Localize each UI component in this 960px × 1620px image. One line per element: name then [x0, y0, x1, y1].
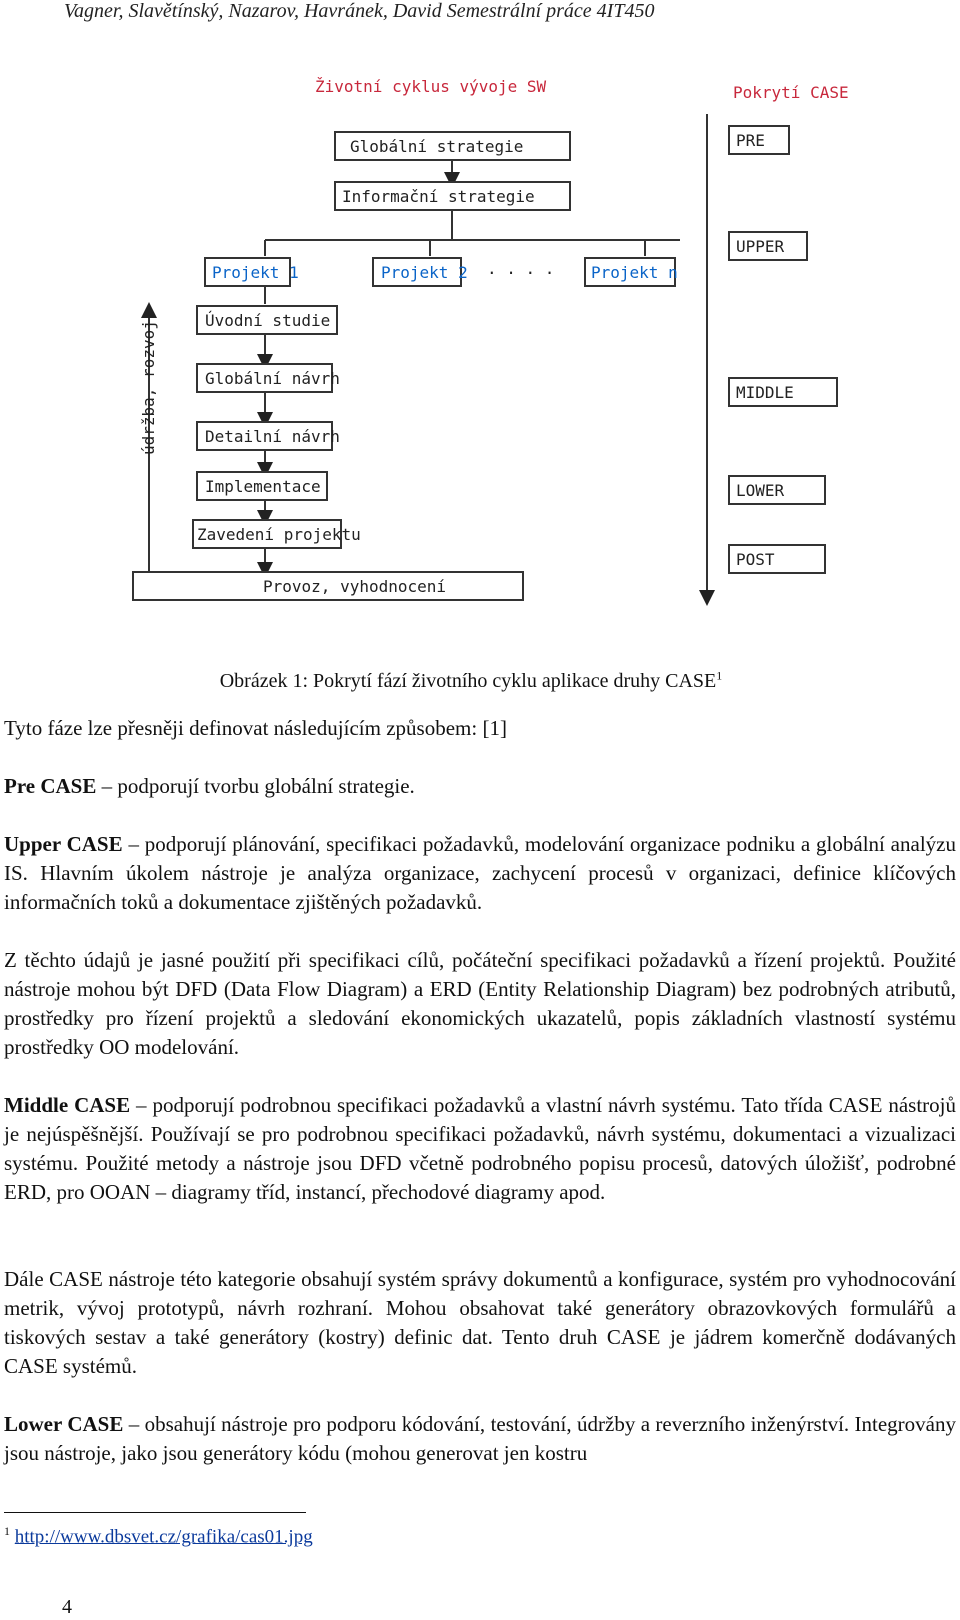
maintenance-label: údržba, rozvoj: [139, 320, 158, 455]
case-level-pre-label: PRE: [736, 131, 765, 150]
diagram-title-case-coverage: Pokrytí CASE: [733, 83, 849, 102]
projects-ellipsis: . . . .: [487, 259, 555, 278]
paragraph-pre-case: [4, 772, 956, 801]
upper-case-text: – podporují plánování, specifikaci požadavků, modelování organizace podniku a globální analýzu IS. Hlavním úkolem nástroje je analýza organizace, zachycení procesů v organizaci, definice klíčových informačních toků a dokumentace zjištěných požadavků.: [4, 832, 956, 914]
lower-case-term: Lower CASE: [4, 1412, 124, 1436]
footnote-link[interactable]: http://www.dbsvet.cz/grafika/cas01.jpg: [14, 1526, 313, 1548]
case-lifecycle-diagram: [125, 70, 865, 630]
paragraph-intro: [4, 714, 956, 743]
case-level-upper-label: UPPER: [736, 237, 785, 256]
paragraph-middle-case-2: [4, 1265, 956, 1381]
case-level-lower-label: LOWER: [736, 481, 785, 500]
footnote-separator: [4, 1512, 306, 1513]
box-phase-4-label: Implementace: [205, 477, 321, 496]
pre-case-term: Pre CASE: [4, 774, 97, 798]
middle-case-text: – podporují podrobnou specifikaci požadavků a vlastní návrh systému. Tato třída CASE nástrojů je nejúspěšnější. Používají se pro podrobnou specifikaci požadavků, návrh systému, dokumentaci a vizualizaci systému. Použité metody a nástroje jsou DFD včetně podrobného popisu procesů, datových úložišť, podrobné ERD, pro OOAN – diagramy tříd, instancí, přechodové diagramy apod.: [4, 1093, 956, 1204]
page-header: Vagner, Slavětínský, Nazarov, Havránek, David Semestrální práce 4IT450: [64, 0, 655, 22]
footnote-number: 1: [4, 1524, 10, 1538]
middle-case-text-2: Dále CASE nástroje této kategorie obsahují systém správy dokumentů a konfigurace, systém pro vyhodnocování metrik, vývoj prototypů, návrh rozhraní. Mohou obsahovat také generátory obrazovkových formulářů a tiskových sestav a také generátory (kostry) definic dat. Tento druh CASE je jádrem komerčně dodávaných CASE systémů.: [4, 1267, 956, 1378]
box-project-n-label: Projekt n: [591, 263, 678, 282]
box-project-2-label: Projekt 2: [381, 263, 468, 282]
figure-caption-text: Obrázek 1: Pokrytí fází životního cyklu aplikace druhy CASE: [219, 669, 717, 692]
case-level-middle-label: MIDDLE: [736, 383, 794, 402]
box-phase-5-label: Zavedení projektu: [197, 525, 361, 544]
box-operation-label: Provoz, vyhodnocení: [263, 577, 447, 596]
middle-case-term: Middle CASE: [4, 1093, 131, 1117]
box-phase-2-label: Globální návrh: [205, 369, 340, 388]
paragraph-lower-case: [4, 1410, 956, 1468]
box-global-strategy-label: Globální strategie: [350, 137, 524, 156]
box-phase-1-label: Úvodní studie: [205, 311, 331, 330]
paragraph-upper-case: [4, 830, 956, 917]
figure-caption-footnote-ref: 1: [716, 668, 723, 682]
lower-case-text: – obsahují nástroje pro podporu kódování, testování, údržby a reverzního inženýrství. Integrovány jsou nástroje, jako jsou generátory kódu (mohou generovat jen kostru: [4, 1412, 956, 1465]
box-information-strategy-label: Informační strategie: [342, 187, 535, 206]
box-phase-3-label: Detailní návrh: [205, 427, 340, 446]
footnote: [4, 1524, 313, 1548]
upper-case-term: Upper CASE: [4, 832, 123, 856]
box-project-1-label: Projekt 1: [212, 263, 299, 282]
pre-case-text: – podporují tvorbu globální strategie.: [96, 774, 415, 798]
upper-case-text-2: Z těchto údajů je jasné použití při specifikaci cílů, počáteční specifikaci požadavků a řízení projektů. Použité nástroje mohou být DFD (Data Flow Diagram) a ERD (Entity Relationship Diagram) bez podrobných atributů, prostředky pro řízení projektů a sledování ekonomických ukazatelů, popis základních vlastností systému prostředky OO modelování.: [4, 948, 956, 1059]
figure-caption: [0, 668, 960, 693]
paragraph-middle-case: [4, 1091, 956, 1207]
intro-text: Tyto fáze lze přesněji definovat následujícím způsobem: [1]: [4, 716, 507, 740]
paragraph-upper-case-2: [4, 946, 956, 1062]
diagram-title-lifecycle: Životní cyklus vývoje SW: [315, 77, 547, 96]
page-number: 4: [62, 1596, 72, 1618]
case-level-post-label: POST: [736, 550, 775, 569]
